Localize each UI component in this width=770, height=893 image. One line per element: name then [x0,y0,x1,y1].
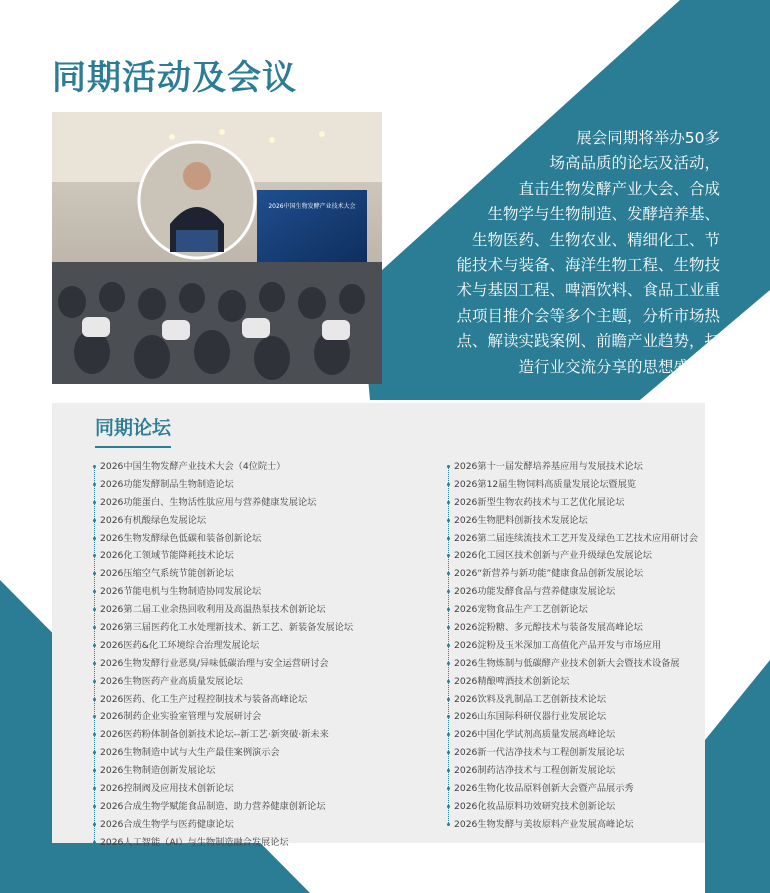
forum-item: 2026制药洁净技术与工程创新发展论坛 [446,762,706,780]
intro-line: 展会同期将举办50多 [576,129,720,147]
forum-item: 2026中国生物发酵产业技术大会（4位院士） [92,458,442,476]
forum-item: 2026第十一届发酵培养基应用与发展技术论坛 [446,458,706,476]
forum-item: 2026第12届生物饲料高质量发展论坛暨展览 [446,476,706,494]
forum-item: 2026人工智能（AI）与生物制造融合发展论坛 [92,834,442,852]
forum-item: 2026生物肥料创新技术发展论坛 [446,512,706,530]
forum-item: 2026精酿啤酒技术创新论坛 [446,673,706,691]
forum-item: 2026合成生物学与医药健康论坛 [92,816,442,834]
forum-item: 2026“新营养与新功能”健康食品创新发展论坛 [446,565,706,583]
forum-item: 2026中国化学试剂高质量发展高峰论坛 [446,726,706,744]
forum-item: 2026功能发酵制品生物制造论坛 [92,476,442,494]
forum-item: 2026第二届工业余热回收利用及高温热泵技术创新论坛 [92,601,442,619]
intro-line: 直击生物发酵产业大会、合成 [518,179,720,198]
forum-item: 2026生物医药产业高质量发展论坛 [92,673,442,691]
forum-item: 2026第二届连续流技术工艺开发及绿色工艺技术应用研讨会 [446,530,706,548]
forum-item: 2026生物炼制与低碳酵产业技术创新大会暨技术设备展 [446,655,706,673]
intro-paragraph [120,126,720,380]
forum-item: 2026节能电机与生物制造协同发展论坛 [92,583,442,601]
forum-item: 2026压缩空气系统节能创新论坛 [92,565,442,583]
forum-item: 2026医药、化工生产过程控制技术与装备高峰论坛 [92,691,442,709]
forum-item: 2026医药&化工环境综合治理发展论坛 [92,637,442,655]
forum-item: 2026淀粉糖、多元醇技术与装备发展高峰论坛 [446,619,706,637]
forum-item: 2026有机酸绿色发展论坛 [92,512,442,530]
forum-item: 2026生物发酵与美妆原料产业发展高峰论坛 [446,816,706,834]
forum-item: 2026功能发酵食品与营养健康发展论坛 [446,583,706,601]
forum-item: 2026控制阀及应用技术创新论坛 [92,780,442,798]
forum-item: 2026生物制造中试与大生产最佳案例演示会 [92,744,442,762]
forum-item: 2026新一代洁净技术与工程创新发展论坛 [446,744,706,762]
forum-item: 2026第三届医药化工水处理新技术、新工艺、新装备发展论坛 [92,619,442,637]
forum-item: 2026新型生物农药技术与工艺优化展论坛 [446,494,706,512]
forum-item: 2026生物化妆品原料创新大会暨产品展示秀 [446,780,706,798]
forum-item: 2026生物发酵行业恶臭/异味低碳治理与安全运营研讨会 [92,655,442,673]
forum-item: 2026制药企业实验室管理与发展研讨会 [92,708,442,726]
intro-line: 生物医药、生物农业、精细化工、节 [471,230,720,249]
forum-item: 2026淀粉及玉米深加工高值化产品开发与市场应用 [446,637,706,655]
forum-item: 2026生物发酵绿色低碳和装备创新论坛 [92,530,442,548]
intro-line: 场高品质的论坛及活动， [549,154,720,173]
intro-line: 造行业交流分享的思想盛宴。 [518,357,720,376]
forum-list-right [446,458,706,834]
forum-item: 2026饮料及乳制品工艺创新技术论坛 [446,691,706,709]
intro-line: 生物学与生物制造、发酵培养基、 [487,205,720,224]
forum-item: 2026山东国际科研仪器行业发展论坛 [446,708,706,726]
right-side-strip [705,660,770,893]
screen-title: 2026中国生物发酵产业技术大会 [268,203,356,210]
forum-section-title: 同期论坛 [95,413,171,448]
intro-line: 能技术与装备、海洋生物工程、生物技 [456,256,720,275]
forum-item: 2026化妆品原料功效研究技术创新论坛 [446,798,706,816]
forum-item: 2026医药粉体制备创新技术论坛--新工艺·新突破·新未来 [92,726,442,744]
intro-line: 点、解读实践案例、前瞻产业趋势，打 [456,332,720,351]
intro-line: 点项目推介会等多个主题，分析市场热 [456,306,720,325]
forum-item: 2026化工园区技术创新与产业升级绿色发展论坛 [446,547,706,565]
forum-list-left [92,458,442,852]
forum-item: 2026功能蛋白、生物活性肽应用与营养健康发展论坛 [92,494,442,512]
forum-item: 2026宠物食品生产工艺创新论坛 [446,601,706,619]
forum-item: 2026化工领域节能降耗技术论坛 [92,547,442,565]
page-title: 同期活动及会议 [52,58,297,98]
forum-item: 2026合成生物学赋能食品制造、助力营养健康创新论坛 [92,798,442,816]
forum-item: 2026生物制造创新发展论坛 [92,762,442,780]
intro-line: 术与基因工程、啤酒饮料、食品工业重 [456,281,720,300]
